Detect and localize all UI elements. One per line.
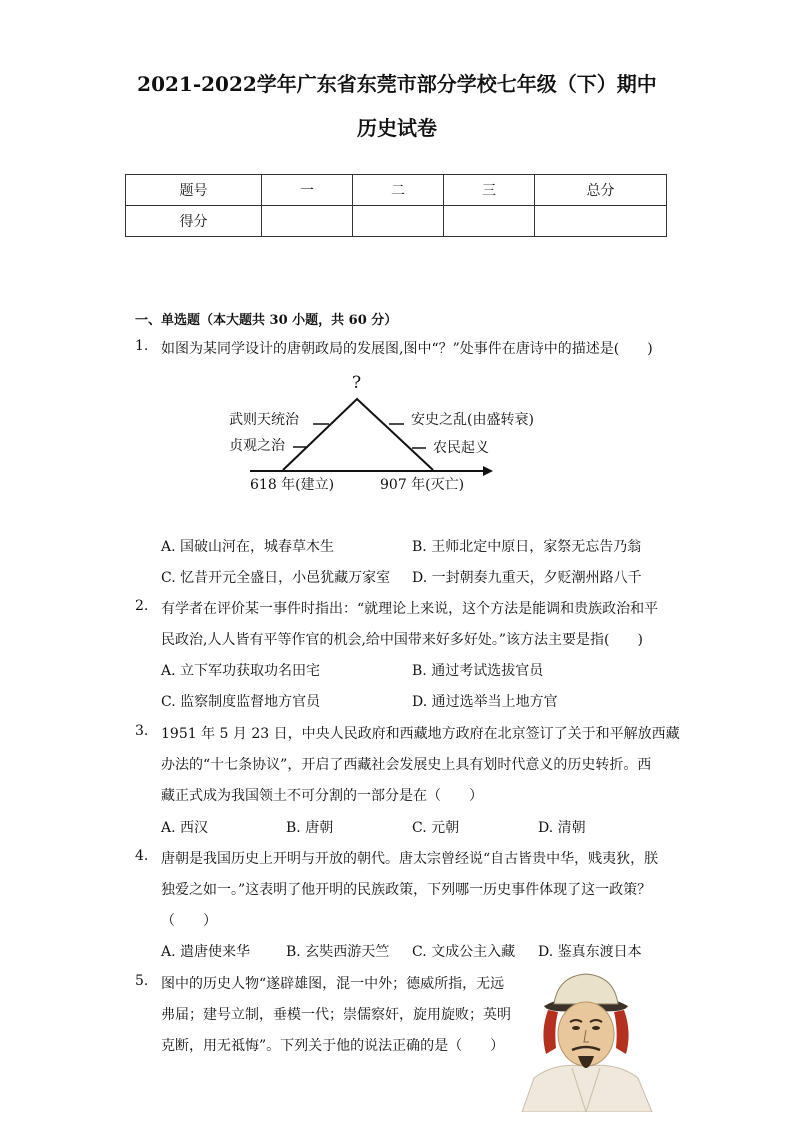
score-cell[interactable] xyxy=(444,206,535,237)
diagram-label-618: 618 年(建立) xyxy=(250,477,335,493)
q4-option-c[interactable]: C. 文成公主入藏 xyxy=(412,944,516,960)
q3-line2: 办法的“十七条协议”，开启了西藏社会发展史上具有划时代意义的历史转折。西 xyxy=(161,757,652,773)
q2-option-c[interactable]: C. 监察制度监督地方官员 xyxy=(161,694,321,710)
score-cell[interactable] xyxy=(353,206,444,237)
q1-option-a[interactable]: A. 国破山河在，城春草木生 xyxy=(161,539,335,555)
q2-option-a[interactable]: A. 立下军功获取功名田宅 xyxy=(161,663,321,679)
score-header-cell: 一 xyxy=(262,175,353,206)
q3-line3: 藏正式成为我国领土不可分割的一部分是在（ ） xyxy=(161,788,483,804)
q1-option-c[interactable]: C. 忆昔开元全盛日，小邑犹藏万家室 xyxy=(161,570,391,586)
exam-title-line2: 历史试卷 xyxy=(357,116,437,140)
q1-option-d[interactable]: D. 一封朝奏九重天，夕贬潮州路八千 xyxy=(412,570,642,586)
score-table-score-row xyxy=(126,206,667,237)
q3-line1: 1951 年 5 月 23 日，中央人民政府和西藏地方政府在北京签订了关于和平解放西藏 xyxy=(161,726,680,742)
diagram-svg xyxy=(225,370,555,500)
diagram-question-mark: ? xyxy=(352,373,362,393)
diagram-label-anshi: 安史之乱(由盛转衰) xyxy=(411,412,534,428)
q4-line3: （ ） xyxy=(161,913,217,929)
q5-number: 5. xyxy=(135,973,149,989)
score-table xyxy=(125,174,667,237)
score-cell[interactable] xyxy=(262,206,353,237)
q4-line2: 独爱之如一。”这表明了他开明的民族政策，下列哪一历史事件体现了这一政策？ xyxy=(161,882,652,898)
q3-number: 3. xyxy=(135,723,149,739)
q3-option-b[interactable]: B. 唐朝 xyxy=(286,820,334,836)
q5-line3: 克断，用无祗悔”。下列关于他的说法正确的是（ ） xyxy=(161,1038,505,1054)
q5-line1: 图中的历史人物“遂辟雄图，混一中外；德威所指，无远 xyxy=(161,976,505,992)
diagram-label-peasant: 农民起义 xyxy=(433,440,489,456)
q3-option-c[interactable]: C. 元朝 xyxy=(412,820,460,836)
q4-number: 4. xyxy=(135,848,149,864)
diagram-label-wuzetian: 武则天统治 xyxy=(229,412,299,428)
q3-option-a[interactable]: A. 西汉 xyxy=(161,820,209,836)
kublai-khan-portrait xyxy=(514,970,658,1112)
q4-option-d[interactable]: D. 鉴真东渡日本 xyxy=(538,944,642,960)
tang-dynasty-diagram xyxy=(225,370,555,500)
score-cell[interactable] xyxy=(535,206,667,237)
q4-option-a[interactable]: A. 遣唐使来华 xyxy=(161,944,251,960)
q3-option-d[interactable]: D. 清朝 xyxy=(538,820,586,836)
q2-option-d[interactable]: D. 通过选举当上地方官 xyxy=(412,694,558,710)
diagram-label-907: 907 年(灭亡) xyxy=(380,477,465,493)
score-header-cell: 总分 xyxy=(535,175,667,206)
diagram-label-zhenguan: 贞观之治 xyxy=(229,438,285,454)
diagram-arrow-head xyxy=(483,466,493,476)
diagram-triangle xyxy=(283,399,433,470)
q1-text: 如图为某同学设计的唐朝政局的发展图,图中“？”处事件在唐诗中的描述是( ) xyxy=(161,341,653,357)
q1-number: 1. xyxy=(135,338,149,354)
score-row-label: 得分 xyxy=(126,206,262,237)
q4-line1: 唐朝是我国历史上开明与开放的朝代。唐太宗曾经说“自古皆贵中华，贱夷狄，朕 xyxy=(161,851,659,867)
q1-option-b[interactable]: B. 王师北定中原日，家祭无忘告乃翁 xyxy=(412,539,642,555)
q2-option-b[interactable]: B. 通过考试选拔官员 xyxy=(412,663,544,679)
q2-line2: 民政治,人人皆有平等作官的机会,给中国带来好多好处。”该方法主要是指( ) xyxy=(161,632,643,648)
section-heading: 一、单选题（本大题共 30 小题，共 60 分） xyxy=(135,313,398,328)
score-header-cell: 三 xyxy=(444,175,535,206)
score-table-header-row xyxy=(126,175,667,206)
q5-line2: 弗届；建号立制，垂模一代；崇儒察奸，旋用旋败；英明 xyxy=(161,1007,511,1023)
portrait-svg xyxy=(514,970,658,1112)
exam-title-line1: 2021-2022学年广东省东莞市部分学校七年级（下）期中 xyxy=(137,72,657,96)
score-header-cell: 二 xyxy=(353,175,444,206)
q2-line1: 有学者在评价某一事件时指出：“就理论上来说，这个方法是能调和贵族政治和平 xyxy=(161,601,659,617)
score-header-cell: 题号 xyxy=(126,175,262,206)
q2-number: 2. xyxy=(135,598,149,614)
q4-option-b[interactable]: B. 玄奘西游天竺 xyxy=(286,944,390,960)
